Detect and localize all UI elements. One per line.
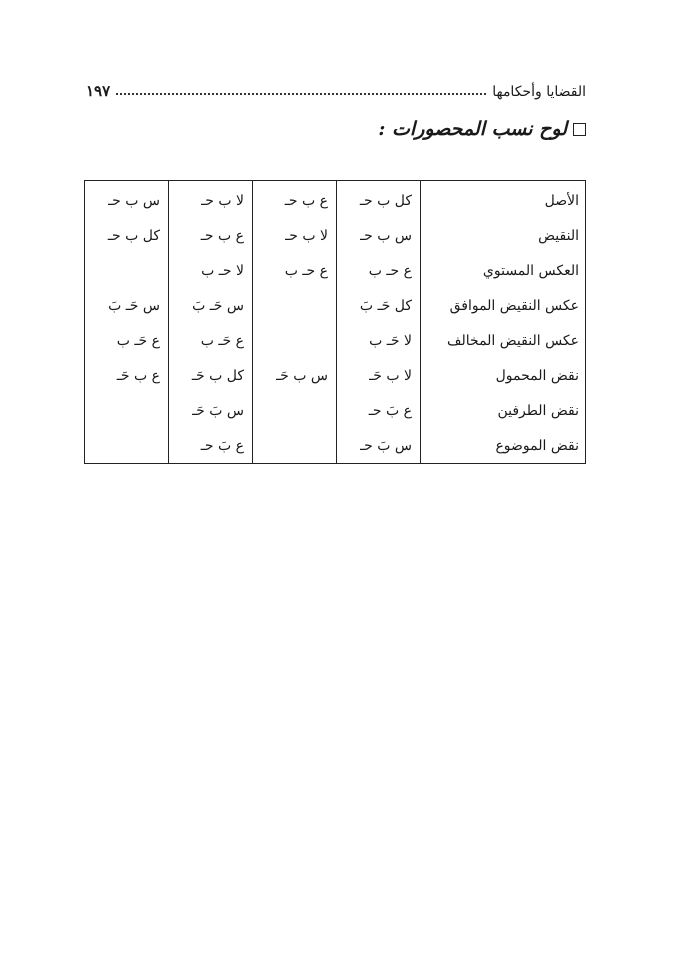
row-label: عكس النقيض الموافق [421,288,586,323]
table-cell: لا حَـ ب [337,323,421,358]
table-cell: ع حَـ ب [169,323,253,358]
table-cell [85,428,169,464]
table-cell [253,393,337,428]
table-cell: لا ب حـ [169,181,253,219]
running-header [86,78,586,100]
table-cell: ع حـ ب [253,253,337,288]
table-row [85,393,586,428]
table-cell: كل ب حـ [337,181,421,219]
table-cell: س ب حـ [85,181,169,219]
table-cell [85,393,169,428]
table-body [85,181,586,464]
section-heading [378,118,586,140]
table-row [85,323,586,358]
table-row [85,358,586,393]
section-title-text: لوح نسب المحصورات : [378,118,567,140]
table-cell [85,253,169,288]
row-label: النقيض [421,218,586,253]
table-row [85,253,586,288]
page-number: ١٩٧ [86,82,111,100]
table-cell [253,428,337,464]
table-cell: س ب حـ [337,218,421,253]
table-cell: ع حَـ ب [85,323,169,358]
dotted-leader [116,93,486,95]
table-row [85,181,586,219]
table-cell: س حَـ بَ [85,288,169,323]
table-cell: ع ب حَـ [85,358,169,393]
table-cell: س ب حَـ [253,358,337,393]
row-label: نقض الموضوع [421,428,586,464]
table-cell [253,288,337,323]
table-cell: كل حَـ بَ [337,288,421,323]
table-cell: كل ب حـ [85,218,169,253]
table-cell: س بَ حـ [337,428,421,464]
table-cell: ع بَ حـ [169,428,253,464]
running-header-title: القضايا وأحكامها [492,84,586,100]
table-cell: ع حـ ب [337,253,421,288]
table-cell: س حَـ بَ [169,288,253,323]
table-cell: كل ب حَـ [169,358,253,393]
table-row [85,288,586,323]
table-row [85,218,586,253]
square-bullet-icon [573,123,586,136]
table-cell: لا ب حـ [253,218,337,253]
table-cell: س بَ حَـ [169,393,253,428]
propositions-table [84,180,586,464]
table-cell: ع ب حـ [169,218,253,253]
table-cell: لا ب حَـ [337,358,421,393]
table-row [85,428,586,464]
table-cell: لا حـ ب [169,253,253,288]
row-label: عكس النقيض المخالف [421,323,586,358]
row-label: الأصل [421,181,586,219]
table-cell [253,323,337,358]
row-label: نقض المحمول [421,358,586,393]
row-label: العكس المستوي [421,253,586,288]
table-cell: ع بَ حـ [337,393,421,428]
table-cell: ع ب حـ [253,181,337,219]
row-label: نقض الطرفين [421,393,586,428]
